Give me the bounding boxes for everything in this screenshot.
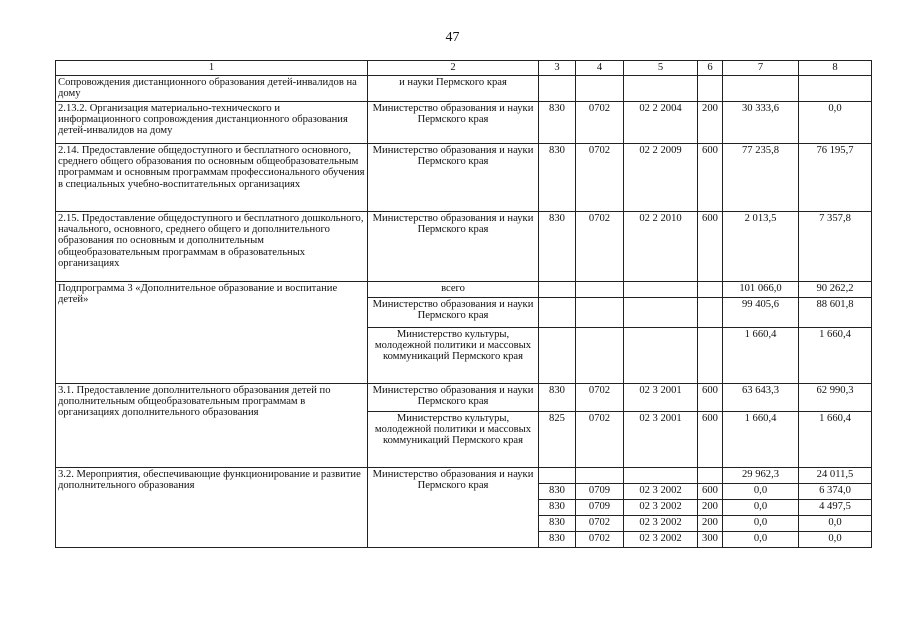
cell: 02 3 2002 [624,500,698,516]
table-row [56,468,872,484]
budget-table [55,60,872,548]
cell: 02 2 2010 [624,212,698,282]
cell [576,468,624,484]
cell: 830 [539,516,576,532]
table-row [56,144,872,212]
agency-cell: Министерство образования и науки Пермского края [368,144,539,212]
cell [576,298,624,328]
cell: 02 3 2002 [624,484,698,500]
cell: 30 333,6 [723,102,799,144]
cell [799,76,872,102]
cell [698,76,723,102]
cell: 830 [539,144,576,212]
cell: 1 660,4 [799,412,872,468]
row-name: 2.14. Предоставление общедоступного и бесплатного основного, среднего общего образования по основным общеобразовательным программам и основным программам профессионального обучения в специальных учебно-воспитательных организациях [56,144,368,212]
cell: 0,0 [723,516,799,532]
agency-cell: всего [368,282,539,298]
cell: 76 195,7 [799,144,872,212]
cell: 6 374,0 [799,484,872,500]
cell: 24 011,5 [799,468,872,484]
cell: 02 3 2002 [624,532,698,548]
agency-cell: Министерство образования и науки Пермского края [368,298,539,328]
cell: 77 235,8 [723,144,799,212]
column-header: 4 [576,61,624,76]
agency-cell: Министерство образования и науки Пермского края [368,212,539,282]
cell: 4 497,5 [799,500,872,516]
row-name: 2.13.2. Организация материально-технического и информационного сопровождения дистанционного образования детей-инвалидов на дому [56,102,368,144]
cell: 200 [698,102,723,144]
cell: 600 [698,144,723,212]
cell: 830 [539,384,576,412]
row-name: 2.15. Предоставление общедоступного и бесплатного дошкольного, начального, основного, среднего общего и дополнительного образования по основным и дополнительным общеобразовательным программам в образовательных организациях [56,212,368,282]
table-row [56,102,872,144]
row-name: Подпрограмма 3 «Дополнительное образование и воспитание детей» [56,282,368,384]
cell [576,328,624,384]
cell: 101 066,0 [723,282,799,298]
agency-cell: Министерство образования и науки Пермского края [368,384,539,412]
cell: 0702 [576,212,624,282]
cell [723,76,799,102]
cell [698,468,723,484]
cell: 600 [698,212,723,282]
column-header: 1 [56,61,368,76]
cell: 0,0 [799,532,872,548]
cell: 1 660,4 [723,412,799,468]
cell: 1 660,4 [799,328,872,384]
cell [539,76,576,102]
cell: 02 3 2002 [624,516,698,532]
column-header: 2 [368,61,539,76]
cell: 62 990,3 [799,384,872,412]
cell: 0,0 [723,500,799,516]
cell [698,328,723,384]
cell [698,282,723,298]
page-number: 47 [445,30,460,45]
agency-cell: Министерство образования и науки Пермского края [368,468,539,548]
cell: 200 [698,500,723,516]
cell: 600 [698,484,723,500]
agency-cell: и науки Пермского края [368,76,539,102]
column-header: 5 [624,61,698,76]
cell: 63 643,3 [723,384,799,412]
column-header: 3 [539,61,576,76]
column-header: 7 [723,61,799,76]
cell [539,298,576,328]
table-row [56,282,872,298]
cell: 0709 [576,500,624,516]
cell: 830 [539,532,576,548]
cell [539,468,576,484]
cell: 02 2 2004 [624,102,698,144]
cell: 2 013,5 [723,212,799,282]
cell: 830 [539,500,576,516]
cell: 0,0 [723,532,799,548]
cell: 02 3 2001 [624,384,698,412]
cell: 02 3 2001 [624,412,698,468]
cell: 0702 [576,102,624,144]
cell: 0702 [576,144,624,212]
cell: 830 [539,484,576,500]
cell: 0,0 [799,516,872,532]
cell: 0,0 [799,102,872,144]
cell: 29 962,3 [723,468,799,484]
cell [698,298,723,328]
row-name: Сопровождения дистанционного образования детей-инвалидов на дому [56,76,368,102]
cell: 90 262,2 [799,282,872,298]
cell [624,298,698,328]
cell: 600 [698,412,723,468]
cell: 0702 [576,412,624,468]
cell: 825 [539,412,576,468]
cell: 99 405,6 [723,298,799,328]
agency-cell: Министерство образования и науки Пермского края [368,102,539,144]
cell: 88 601,8 [799,298,872,328]
cell [624,328,698,384]
agency-cell: Министерство культуры, молодежной политики и массовых коммуникаций Пермского края [368,328,539,384]
cell: 02 2 2009 [624,144,698,212]
table-row [56,384,872,412]
header-row [56,61,872,76]
table-row [56,76,872,102]
cell: 830 [539,212,576,282]
column-header: 6 [698,61,723,76]
row-name: 3.1. Предоставление дополнительного образования детей по дополнительным общеобразовательным программам в организациях дополнительного образования [56,384,368,468]
cell: 0702 [576,516,624,532]
cell: 0,0 [723,484,799,500]
cell: 1 660,4 [723,328,799,384]
row-name: 3.2. Мероприятия, обеспечивающие функционирование и развитие дополнительного образования [56,468,368,548]
cell: 600 [698,384,723,412]
column-header: 8 [799,61,872,76]
cell: 7 357,8 [799,212,872,282]
cell [624,468,698,484]
cell: 830 [539,102,576,144]
cell: 0709 [576,484,624,500]
cell [624,76,698,102]
cell: 0702 [576,384,624,412]
cell: 0702 [576,532,624,548]
cell [539,282,576,298]
table-row [56,212,872,282]
cell [539,328,576,384]
cell [624,282,698,298]
cell [576,282,624,298]
cell: 200 [698,516,723,532]
agency-cell: Министерство культуры, молодежной политики и массовых коммуникаций Пермского края [368,412,539,468]
cell [576,76,624,102]
cell: 300 [698,532,723,548]
